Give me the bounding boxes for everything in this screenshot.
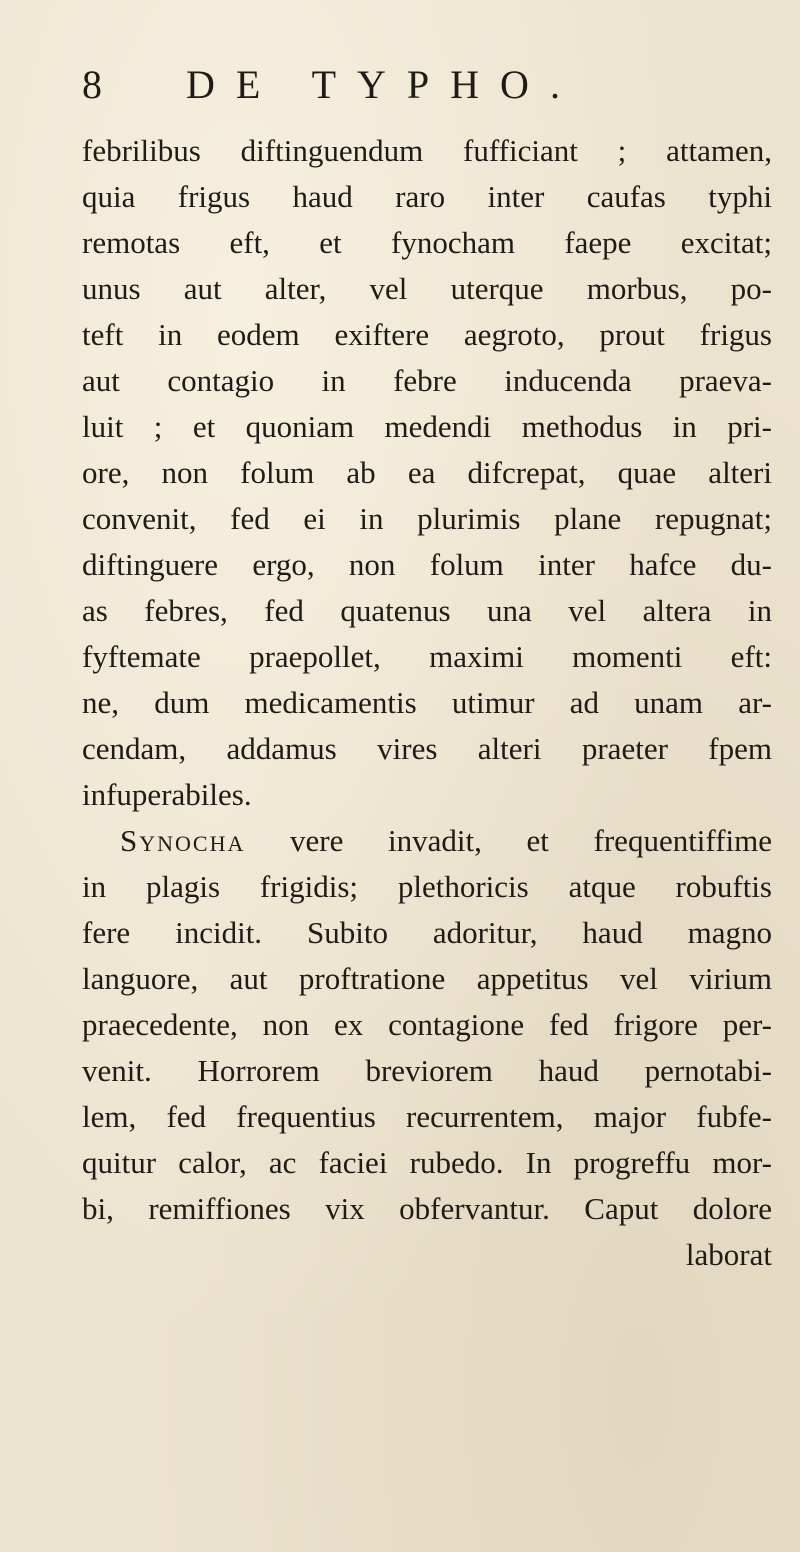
text-line: aut contagio in febre inducenda praeva- — [82, 363, 772, 398]
text-line: cendam, addamus vires alteri praeter fpem — [82, 731, 772, 766]
text-line: febrilibus diftinguendum fufficiant ; attamen, — [82, 133, 772, 168]
text-line: infuperabiles. — [82, 777, 252, 812]
body-text — [82, 128, 772, 1278]
text-line-rest: vere invadit, et frequentiffime — [290, 823, 772, 858]
text-line: quia frigus haud raro inter caufas typhi — [82, 179, 772, 214]
text-line: in plagis frigidis; plethoricis atque robuftis — [82, 869, 772, 904]
text-line: languore, aut proftratione appetitus vel virium — [82, 961, 772, 996]
text-line: lem, fed frequentius recurrentem, major fubfe- — [82, 1099, 772, 1134]
text-line: quitur calor, ac faciei rubedo. In progreffu mor- — [82, 1145, 772, 1180]
page-number: 8 — [82, 62, 102, 107]
text-line: bi, remiffiones vix obfervantur. Caput dolore — [82, 1191, 772, 1226]
running-head — [82, 60, 642, 110]
lead-word: Synocha — [120, 823, 246, 858]
text-line: venit. Horrorem breviorem haud pernotabi- — [82, 1053, 772, 1088]
running-title: DE TYPHO. — [186, 62, 581, 107]
text-line: convenit, fed ei in plurimis plane repugnat; — [82, 501, 772, 536]
catchword: laborat — [685, 1237, 772, 1272]
text-line: remotas eft, et fynocham faepe excitat; — [82, 225, 772, 260]
text-line: unus aut alter, vel uterque morbus, po- — [82, 271, 772, 306]
text-line: teft in eodem exiftere aegroto, prout frigus — [82, 317, 772, 352]
text-line: luit ; et quoniam medendi methodus in pri- — [82, 409, 772, 444]
paragraph-start-line — [82, 818, 772, 864]
text-line: ore, non folum ab ea difcrepat, quae alteri — [82, 455, 772, 490]
text-line: fyftemate praepollet, maximi momenti eft: — [82, 639, 772, 674]
text-line: fere incidit. Subito adoritur, haud magno — [82, 915, 772, 950]
text-line: praecedente, non ex contagione fed frigore per- — [82, 1007, 772, 1042]
text-line: ne, dum medicamentis utimur ad unam ar- — [82, 685, 772, 720]
text-line: as febres, fed quatenus una vel altera in — [82, 593, 772, 628]
text-line: diftinguere ergo, non folum inter hafce du- — [82, 547, 772, 582]
